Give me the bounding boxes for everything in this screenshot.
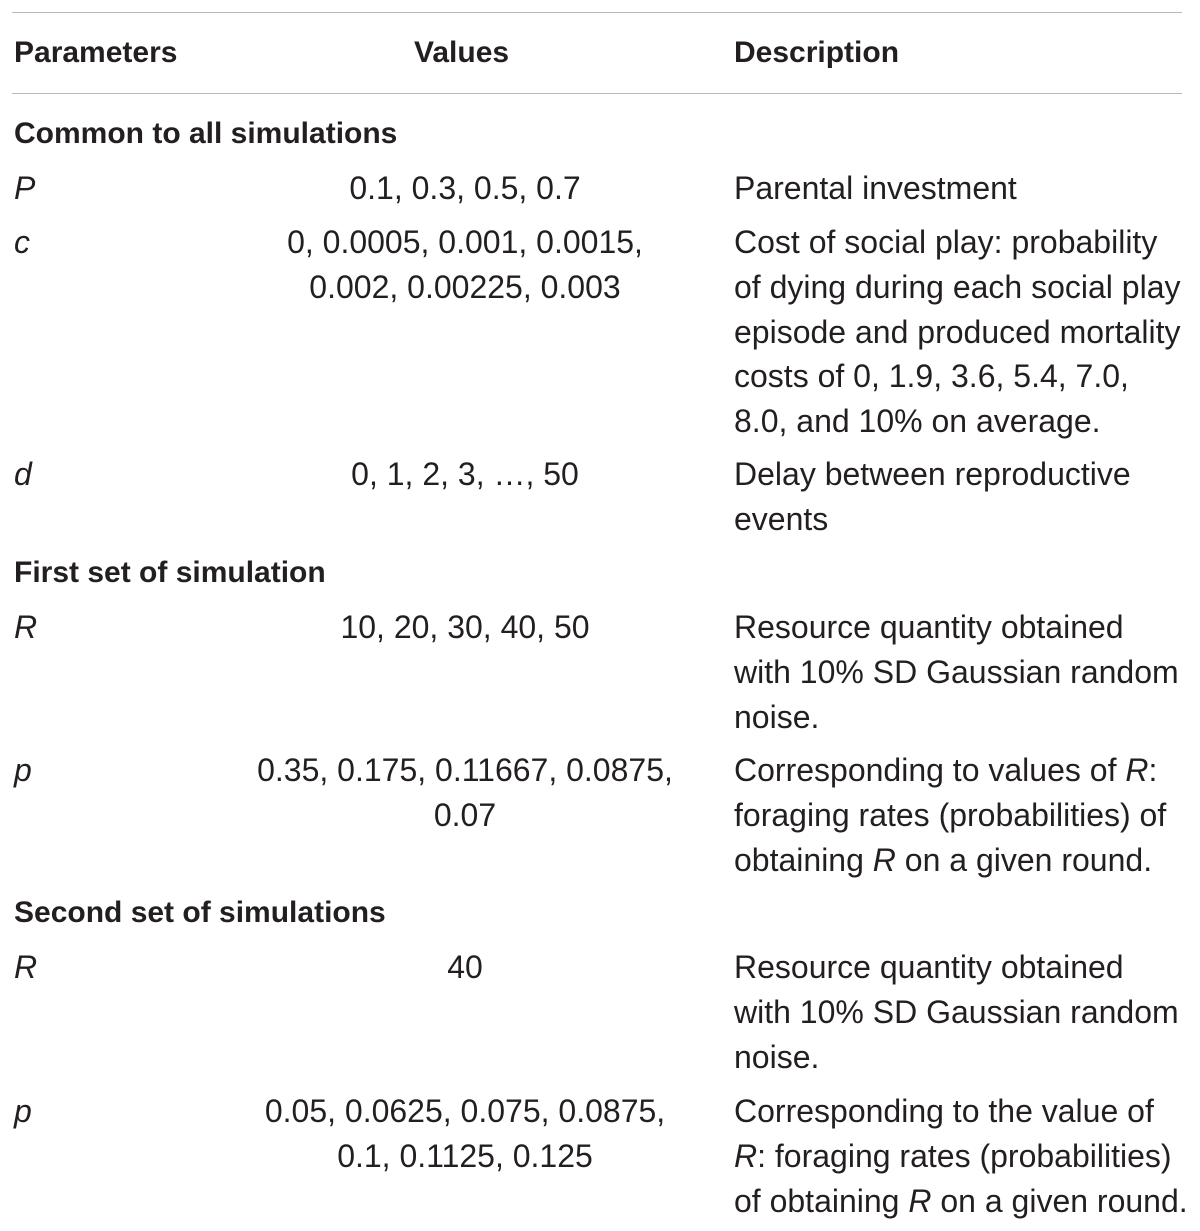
desc-line-with-R: Corresponding to values of R: — [734, 752, 1158, 788]
symbol-P: P — [14, 170, 36, 206]
values-P: 0.1, 0.3, 0.5, 0.7 — [349, 170, 581, 206]
description-R-second: Resource quantity obtained with 10% SD Gaussian random noise. — [734, 949, 1179, 1075]
values-d: 0, 1, 2, 3, …, 50 — [351, 456, 579, 492]
description-c: Cost of social play: probability of dying during each social play episode and produced mortality costs of 0, 1.9, 3.6, 5.4, 7.0, 8.0, and 10% on average. — [734, 224, 1181, 440]
description-d: Delay between reproductive events — [734, 456, 1131, 537]
section-title-second-set: Second set of simulations — [14, 896, 386, 929]
header-description: Description — [734, 36, 900, 69]
values-R-first: 10, 20, 30, 40, 50 — [340, 609, 590, 645]
description-P: Parental investment — [734, 170, 1017, 206]
desc-line-with-R: obtaining R on a given round. — [734, 841, 1153, 878]
section-title-first-set: First set of simulation — [14, 556, 326, 589]
section-title-common: Common to all simulations — [14, 117, 398, 150]
symbol-p-second: p — [14, 1093, 32, 1129]
header-rule — [12, 93, 1182, 94]
header-values: Values — [414, 36, 510, 69]
values-p-second: 0.05, 0.0625, 0.075, 0.0875, 0.1, 0.1125, 0.125 — [264, 1093, 666, 1174]
values-R-second: 40 — [447, 949, 483, 985]
values-p-first: 0.35, 0.175, 0.11667, 0.0875, 0.07 — [257, 752, 673, 833]
description-p-first: Corresponding to values of R: foraging rates (probabilities) of obtaining R on a given round. — [734, 748, 1200, 882]
symbol-R-first: R — [14, 609, 38, 645]
desc-line-with-R: of obtaining R on a given round. — [734, 1182, 1188, 1219]
symbol-c: c — [14, 224, 30, 260]
symbol-R-second: R — [14, 949, 38, 985]
values-c: 0, 0.0005, 0.001, 0.0015, 0.002, 0.00225, 0.003 — [287, 224, 643, 305]
description-p-second: Corresponding to the value of R: foraging rates (probabilities) of obtaining R on a given round. — [734, 1089, 1200, 1223]
symbol-d: d — [14, 456, 32, 492]
desc-line-with-R: R: foraging rates (probabilities) — [734, 1137, 1172, 1174]
table-top-rule — [12, 12, 1182, 13]
symbol-p-first: p — [14, 752, 32, 788]
header-parameters: Parameters — [14, 36, 178, 69]
description-R-first: Resource quantity obtained with 10% SD Gaussian random noise. — [734, 609, 1179, 735]
